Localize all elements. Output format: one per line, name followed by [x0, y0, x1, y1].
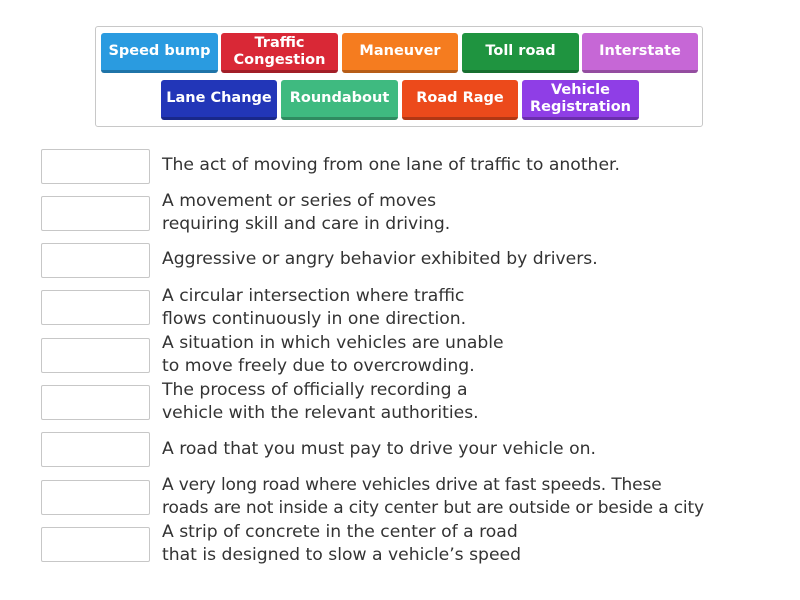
clue-5: A situation in which vehicles are unable to move freely due to overcrowding.	[162, 333, 504, 376]
answer-slot-6[interactable]	[41, 385, 150, 420]
answer-slot-8[interactable]	[41, 480, 150, 515]
clue-7: A road that you must pay to drive your vehicle on.	[162, 439, 596, 459]
clue-8: A very long road where vehicles drive at fast speeds. These roads are not inside a city center but are outside or beside a city	[162, 475, 704, 518]
tile-lane-change[interactable]	[161, 80, 277, 120]
answer-slot-3[interactable]	[41, 243, 150, 278]
tile-label: Vehicle Registration	[529, 81, 632, 115]
answer-slot-4[interactable]	[41, 290, 150, 325]
tile-roundabout[interactable]	[281, 80, 398, 120]
tile-traffic-congestion[interactable]	[221, 33, 338, 73]
clue-6: The process of officially recording a vehicle with the relevant authorities.	[162, 380, 479, 423]
answer-slot-7[interactable]	[41, 432, 150, 467]
tile-label: Roundabout	[289, 90, 390, 106]
answer-slot-9[interactable]	[41, 527, 150, 562]
answer-slot-1[interactable]	[41, 149, 150, 184]
tile-label: Speed bump	[108, 43, 211, 59]
tile-label: Traffic Congestion	[233, 34, 326, 68]
tile-label: Maneuver	[359, 43, 441, 59]
clue-1: The act of moving from one lane of traffic to another.	[162, 155, 620, 175]
tile-vehicle-registration[interactable]	[522, 80, 639, 120]
tile-road-rage[interactable]	[402, 80, 518, 120]
tile-speed-bump[interactable]	[101, 33, 218, 73]
clue-3: Aggressive or angry behavior exhibited by drivers.	[162, 249, 598, 269]
clue-9: A strip of concrete in the center of a road that is designed to slow a vehicle’s speed	[162, 522, 522, 565]
tile-interstate[interactable]	[582, 33, 698, 73]
clue-4: A circular intersection where traffic flows continuously in one direction.	[162, 286, 467, 329]
tile-label: Toll road	[485, 43, 556, 59]
answer-slot-2[interactable]	[41, 196, 150, 231]
tile-toll-road[interactable]	[462, 33, 579, 73]
clue-2: A movement or series of moves requiring skill and care in driving.	[162, 191, 451, 234]
tile-maneuver[interactable]	[342, 33, 458, 73]
tile-label: Road Rage	[416, 90, 504, 106]
tile-label: Lane Change	[166, 90, 272, 106]
answer-slot-5[interactable]	[41, 338, 150, 373]
tile-label: Interstate	[599, 43, 681, 59]
